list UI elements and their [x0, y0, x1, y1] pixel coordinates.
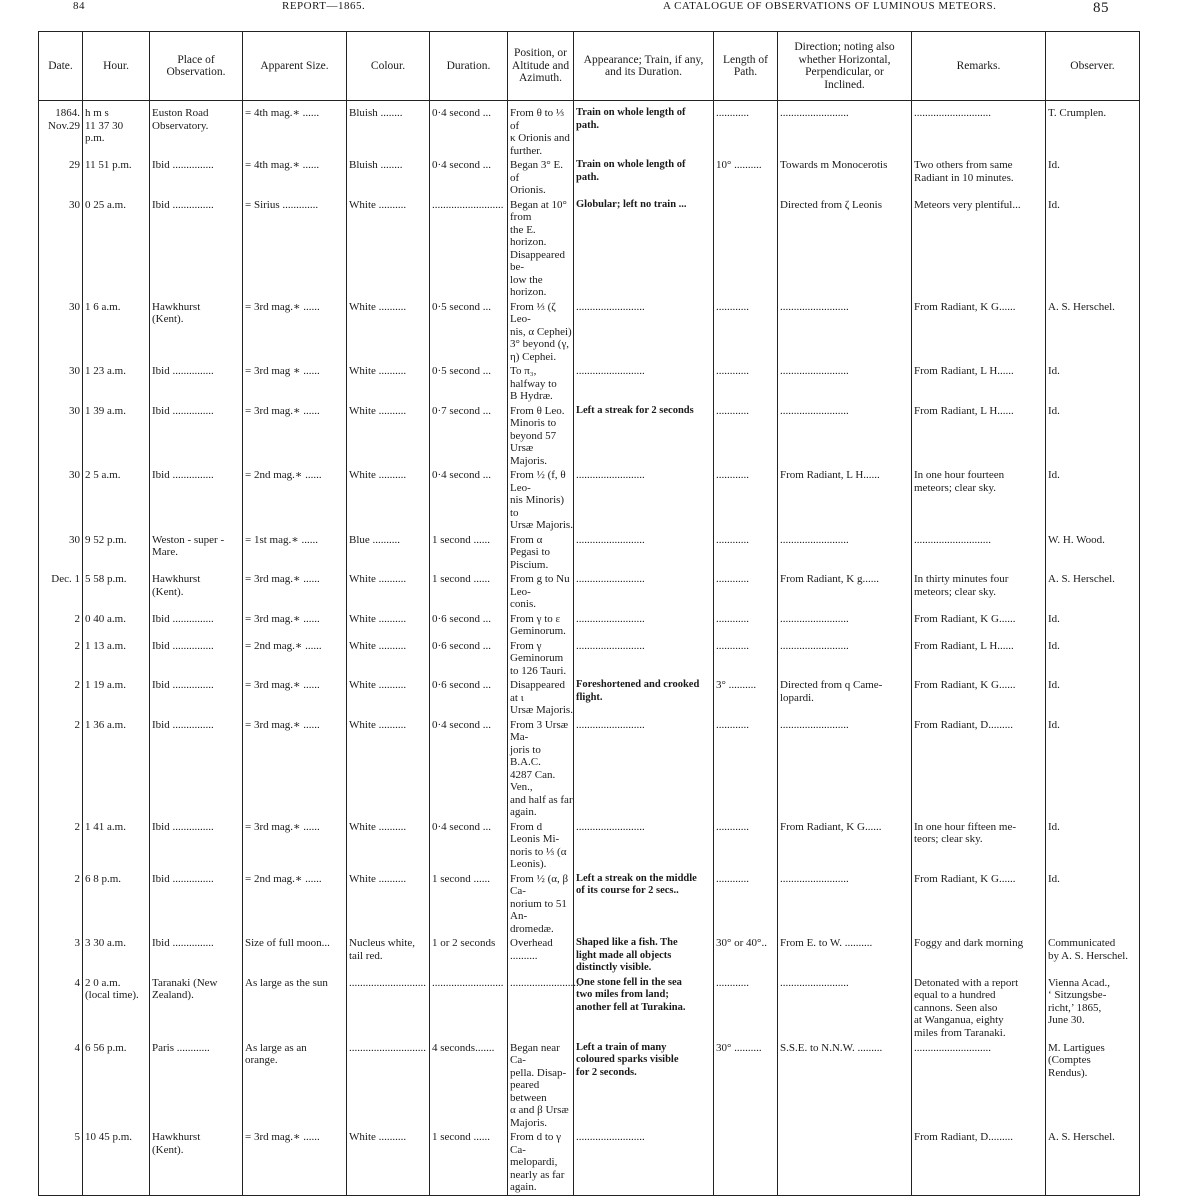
cell-position: From γ to ε Geminorum. — [508, 612, 574, 639]
cell-appearance: ......................... — [574, 572, 714, 612]
cell-colour: White .......... — [347, 678, 430, 718]
cell-path-length: ............ — [714, 533, 778, 573]
cell-colour: White .......... — [347, 1130, 430, 1195]
cell-apparent-size: = 3rd mag.∗ ...... — [243, 1130, 347, 1195]
cell-direction: ......................... — [778, 872, 912, 937]
cell-apparent-size: = 4th mag.∗ ...... — [243, 158, 347, 198]
table-row — [39, 364, 1140, 404]
cell-date: 4 — [39, 976, 83, 1041]
cell-apparent-size: = 3rd mag.∗ ...... — [243, 678, 347, 718]
cell-observer: Id. — [1046, 718, 1140, 820]
cell-hour: 0 25 a.m. — [83, 198, 150, 300]
cell-observer: Id. — [1046, 678, 1140, 718]
cell-hour: 0 40 a.m. — [83, 612, 150, 639]
cell-hour: 6 8 p.m. — [83, 872, 150, 937]
cell-hour: 9 52 p.m. — [83, 533, 150, 573]
table-row — [39, 101, 1140, 159]
right-page-number: 85 — [1093, 0, 1109, 16]
cell-place: Ibid ............... — [150, 678, 243, 718]
cell-observer: A. S. Herschel. — [1046, 1130, 1140, 1195]
cell-duration: 0·4 second ... — [430, 101, 508, 159]
meteor-catalogue-table — [38, 31, 1140, 1196]
cell-place: Ibid ............... — [150, 639, 243, 679]
cell-observer: A. S. Herschel. — [1046, 300, 1140, 365]
cell-date: 30 — [39, 300, 83, 365]
cell-direction: ......................... — [778, 404, 912, 469]
cell-place: Hawkhurst (Kent). — [150, 572, 243, 612]
cell-path-length: ............ — [714, 976, 778, 1041]
cell-remarks: From Radiant, L H...... — [912, 639, 1046, 679]
cell-duration: 1 second ...... — [430, 872, 508, 937]
cell-hour: 1 19 a.m. — [83, 678, 150, 718]
cell-colour: White .......... — [347, 198, 430, 300]
table-row — [39, 468, 1140, 533]
cell-apparent-size: = 2nd mag.∗ ...... — [243, 468, 347, 533]
cell-duration: .......................... — [430, 198, 508, 300]
cell-colour: ............................ — [347, 976, 430, 1041]
table-row — [39, 612, 1140, 639]
table-row — [39, 533, 1140, 573]
cell-hour: 2 0 a.m. (local time). — [83, 976, 150, 1041]
cell-duration: 0·5 second ... — [430, 300, 508, 365]
cell-path-length — [714, 198, 778, 300]
cell-path-length: 30° or 40°.. — [714, 936, 778, 976]
cell-remarks: Detonated with a report equal to a hundred cannons. Seen also at Wanganua, eighty miles from Taranaki. — [912, 976, 1046, 1041]
table-row — [39, 572, 1140, 612]
cell-colour: White .......... — [347, 572, 430, 612]
cell-path-length — [714, 1130, 778, 1195]
cell-colour: White .......... — [347, 404, 430, 469]
cell-colour: White .......... — [347, 718, 430, 820]
cell-hour: 10 45 p.m. — [83, 1130, 150, 1195]
cell-hour: 2 5 a.m. — [83, 468, 150, 533]
cell-duration: .......................... — [430, 976, 508, 1041]
cell-duration: 0·4 second ... — [430, 158, 508, 198]
cell-place: Ibid ............... — [150, 364, 243, 404]
cell-place: Ibid ............... — [150, 158, 243, 198]
cell-appearance: Left a streak for 2 seconds — [574, 404, 714, 469]
cell-appearance: Foreshortened and crooked flight. — [574, 678, 714, 718]
cell-appearance: ......................... — [574, 364, 714, 404]
cell-duration: 0·6 second ... — [430, 612, 508, 639]
column-header-position: Position, or Altitude and Azimuth. — [508, 32, 574, 101]
cell-appearance: ......................... — [574, 718, 714, 820]
cell-date: 30 — [39, 198, 83, 300]
cell-position: From g to Nu Leo- conis. — [508, 572, 574, 612]
cell-path-length: ............ — [714, 639, 778, 679]
cell-hour: 1 39 a.m. — [83, 404, 150, 469]
column-header-colour: Colour. — [347, 32, 430, 101]
table-row — [39, 1041, 1140, 1131]
cell-date: 2 — [39, 639, 83, 679]
cell-date: 2 — [39, 718, 83, 820]
table-row — [39, 639, 1140, 679]
column-header-remarks: Remarks. — [912, 32, 1046, 101]
cell-duration: 1 second ...... — [430, 533, 508, 573]
cell-direction: Directed from ζ Leonis — [778, 198, 912, 300]
cell-direction: ......................... — [778, 612, 912, 639]
cell-observer: Id. — [1046, 639, 1140, 679]
column-header-place: Place of Observation. — [150, 32, 243, 101]
cell-place: Euston Road Observatory. — [150, 101, 243, 159]
cell-colour: Nucleus white, tail red. — [347, 936, 430, 976]
cell-colour: White .......... — [347, 820, 430, 872]
cell-duration: 1 or 2 seconds — [430, 936, 508, 976]
cell-place: Taranaki (New Zealand). — [150, 976, 243, 1041]
column-header-row — [39, 32, 1140, 101]
cell-remarks: In thirty minutes four meteors; clear sky. — [912, 572, 1046, 612]
cell-apparent-size: = 3rd mag.∗ ...... — [243, 820, 347, 872]
cell-appearance: Shaped like a fish. The light made all objects distinctly visible. — [574, 936, 714, 976]
left-running-title: REPORT—1865. — [282, 0, 366, 12]
table-row — [39, 300, 1140, 365]
cell-place: Hawkhurst (Kent). — [150, 1130, 243, 1195]
cell-colour: ............................ — [347, 1041, 430, 1131]
cell-date: 4 — [39, 1041, 83, 1131]
cell-position: From ½ (α, β Ca- norium to 51 An- dromedæ. — [508, 872, 574, 937]
cell-apparent-size: = 4th mag.∗ ...... — [243, 101, 347, 159]
cell-hour: 1 36 a.m. — [83, 718, 150, 820]
cell-position: Began 3° E. of Orionis. — [508, 158, 574, 198]
cell-path-length: 10° .......... — [714, 158, 778, 198]
column-header-observer: Observer. — [1046, 32, 1140, 101]
column-header-appearance: Appearance; Train, if any, and its Duration. — [574, 32, 714, 101]
cell-observer: Id. — [1046, 612, 1140, 639]
cell-place: Ibid ............... — [150, 718, 243, 820]
cell-place: Ibid ............... — [150, 612, 243, 639]
cell-hour: 3 30 a.m. — [83, 936, 150, 976]
cell-hour: 6 56 p.m. — [83, 1041, 150, 1131]
cell-duration: 0·6 second ... — [430, 639, 508, 679]
cell-path-length: ............ — [714, 300, 778, 365]
cell-position: From ⅓ (ζ Leo- nis, α Cephei) 3° beyond (γ, η) Cephei. — [508, 300, 574, 365]
cell-observer: Id. — [1046, 872, 1140, 937]
cell-place: Ibid ............... — [150, 820, 243, 872]
cell-position: Disappeared at ι Ursæ Majoris. — [508, 678, 574, 718]
table-row — [39, 678, 1140, 718]
cell-appearance: Left a streak on the middle of its course for 2 secs.. — [574, 872, 714, 937]
cell-colour: White .......... — [347, 872, 430, 937]
cell-appearance: ......................... — [574, 468, 714, 533]
cell-position: From d Leonis Mi- noris to ⅓ (α Leonis). — [508, 820, 574, 872]
cell-observer: Id. — [1046, 364, 1140, 404]
cell-observer: T. Crumplen. — [1046, 101, 1140, 159]
cell-remarks: Foggy and dark morning — [912, 936, 1046, 976]
right-running-title: A CATALOGUE OF OBSERVATIONS OF LUMINOUS METEORS. — [663, 0, 997, 12]
table-row — [39, 718, 1140, 820]
cell-place: Weston - super - Mare. — [150, 533, 243, 573]
table-row — [39, 820, 1140, 872]
cell-duration: 0·6 second ... — [430, 678, 508, 718]
cell-place: Paris ............ — [150, 1041, 243, 1131]
cell-path-length: ............ — [714, 718, 778, 820]
cell-colour: Blue .......... — [347, 533, 430, 573]
cell-appearance: Train on whole length of path. — [574, 158, 714, 198]
cell-observer: W. H. Wood. — [1046, 533, 1140, 573]
cell-apparent-size: = 3rd mag.∗ ...... — [243, 572, 347, 612]
cell-colour: Bluish ........ — [347, 101, 430, 159]
cell-observer: Id. — [1046, 820, 1140, 872]
cell-place: Ibid ............... — [150, 872, 243, 937]
column-header-hour: Hour. — [83, 32, 150, 101]
cell-date: 30 — [39, 468, 83, 533]
cell-remarks: In one hour fifteen me- teors; clear sky. — [912, 820, 1046, 872]
column-header-apparent-size: Apparent Size. — [243, 32, 347, 101]
cell-hour: 1 6 a.m. — [83, 300, 150, 365]
cell-position: To π₃, halfway to B Hydræ. — [508, 364, 574, 404]
column-header-path-length: Length of Path. — [714, 32, 778, 101]
cell-path-length: ............ — [714, 404, 778, 469]
cell-colour: White .......... — [347, 468, 430, 533]
cell-path-length: ............ — [714, 572, 778, 612]
cell-path-length: ............ — [714, 364, 778, 404]
table-row — [39, 198, 1140, 300]
cell-duration: 0·7 second ... — [430, 404, 508, 469]
cell-appearance: ......................... — [574, 612, 714, 639]
cell-appearance: ......................... — [574, 639, 714, 679]
cell-apparent-size: = 2nd mag.∗ ...... — [243, 872, 347, 937]
cell-remarks: From Radiant, D......... — [912, 1130, 1046, 1195]
cell-remarks: ............................ — [912, 1041, 1046, 1131]
cell-appearance: Left a train of many coloured sparks visible for 2 seconds. — [574, 1041, 714, 1131]
cell-position: Began near Ca- pella. Disap- peared between α and β Ursæ Majoris. — [508, 1041, 574, 1131]
cell-direction: From Radiant, L H...... — [778, 468, 912, 533]
cell-path-length: 3° .......... — [714, 678, 778, 718]
table-row — [39, 404, 1140, 469]
cell-position: From θ Leo. Minoris to beyond 57 Ursæ Majoris. — [508, 404, 574, 469]
cell-remarks: ............................ — [912, 101, 1046, 159]
cell-observer: Id. — [1046, 468, 1140, 533]
column-header-direction: Direction; noting also whether Horizontal, Perpendicular, or Inclined. — [778, 32, 912, 101]
cell-duration: 0·4 second ... — [430, 820, 508, 872]
cell-position: Began at 10° from the E. horizon. Disappeared be- low the horizon. — [508, 198, 574, 300]
cell-duration: 4 seconds....... — [430, 1041, 508, 1131]
cell-remarks: From Radiant, L H...... — [912, 404, 1046, 469]
cell-path-length: ............ — [714, 468, 778, 533]
cell-direction: S.S.E. to N.N.W. ......... — [778, 1041, 912, 1131]
cell-observer: Id. — [1046, 404, 1140, 469]
cell-apparent-size: As large as the sun — [243, 976, 347, 1041]
cell-remarks: Two others from same Radiant in 10 minutes. — [912, 158, 1046, 198]
cell-apparent-size: = 3rd mag.∗ ...... — [243, 612, 347, 639]
cell-colour: Bluish ........ — [347, 158, 430, 198]
cell-direction: ......................... — [778, 639, 912, 679]
cell-direction: From E. to W. .......... — [778, 936, 912, 976]
cell-hour: 11 51 p.m. — [83, 158, 150, 198]
table-row — [39, 936, 1140, 976]
cell-direction: ......................... — [778, 533, 912, 573]
cell-colour: White .......... — [347, 639, 430, 679]
cell-remarks: From Radiant, K G...... — [912, 300, 1046, 365]
cell-observer: Id. — [1046, 158, 1140, 198]
table-row — [39, 976, 1140, 1041]
cell-duration: 0·4 second ... — [430, 718, 508, 820]
cell-direction: ......................... — [778, 976, 912, 1041]
cell-date: 2 — [39, 820, 83, 872]
cell-position: From γ Geminorum to 126 Tauri. — [508, 639, 574, 679]
cell-date: 2 — [39, 872, 83, 937]
cell-position: Overhead .......... — [508, 936, 574, 976]
cell-date: 3 — [39, 936, 83, 976]
cell-apparent-size: = 3rd mag.∗ ...... — [243, 300, 347, 365]
cell-apparent-size: = 3rd mag.∗ ...... — [243, 718, 347, 820]
cell-direction: From Radiant, K G...... — [778, 820, 912, 872]
cell-hour: 5 58 p.m. — [83, 572, 150, 612]
cell-position: From 3 Ursæ Ma- joris to B.A.C. 4287 Can. Ven., and half as far again. — [508, 718, 574, 820]
cell-hour: 1 41 a.m. — [83, 820, 150, 872]
cell-remarks: From Radiant, D......... — [912, 718, 1046, 820]
cell-apparent-size: = 3rd mag.∗ ...... — [243, 404, 347, 469]
cell-apparent-size: Size of full moon... — [243, 936, 347, 976]
table-row — [39, 872, 1140, 937]
cell-direction: ......................... — [778, 718, 912, 820]
cell-place: Ibid ............... — [150, 198, 243, 300]
cell-remarks: From Radiant, K G...... — [912, 612, 1046, 639]
cell-direction — [778, 1130, 912, 1195]
cell-direction: Directed from q Came- lopardi. — [778, 678, 912, 718]
cell-apparent-size: = Sirius ............. — [243, 198, 347, 300]
cell-date: 2 — [39, 612, 83, 639]
cell-observer: Vienna Acad., ‘ Sitzungsbe- richt,’ 1865, June 30. — [1046, 976, 1140, 1041]
cell-direction: ......................... — [778, 101, 912, 159]
cell-date: 30 — [39, 364, 83, 404]
cell-appearance: ......................... — [574, 533, 714, 573]
cell-path-length: ............ — [714, 820, 778, 872]
cell-apparent-size: = 2nd mag.∗ ...... — [243, 639, 347, 679]
cell-path-length: ............ — [714, 872, 778, 937]
cell-appearance: ......................... — [574, 820, 714, 872]
cell-observer: M. Lartigues (Comptes Rendus). — [1046, 1041, 1140, 1131]
cell-date: 1864. Nov.29 — [39, 101, 83, 159]
cell-position: .......................... — [508, 976, 574, 1041]
cell-remarks: From Radiant, K G...... — [912, 872, 1046, 937]
cell-direction: From Radiant, K g...... — [778, 572, 912, 612]
cell-remarks: ............................ — [912, 533, 1046, 573]
cell-remarks: Meteors very plentiful... — [912, 198, 1046, 300]
cell-appearance: ......................... — [574, 300, 714, 365]
cell-duration: 0·5 second ... — [430, 364, 508, 404]
cell-date: 30 — [39, 533, 83, 573]
cell-appearance: ......................... — [574, 1130, 714, 1195]
cell-duration: 1 second ...... — [430, 1130, 508, 1195]
cell-remarks: From Radiant, L H...... — [912, 364, 1046, 404]
cell-colour: White .......... — [347, 612, 430, 639]
cell-path-length: 30° .......... — [714, 1041, 778, 1131]
cell-appearance: One stone fell in the sea two miles from land; another fell at Turakina. — [574, 976, 714, 1041]
cell-place: Ibid ............... — [150, 468, 243, 533]
table-row — [39, 1130, 1140, 1195]
cell-direction: Towards m Monocerotis — [778, 158, 912, 198]
cell-position: From θ to ⅓ of κ Orionis and further. — [508, 101, 574, 159]
cell-duration: 0·4 second ... — [430, 468, 508, 533]
cell-direction: ......................... — [778, 300, 912, 365]
column-header-duration: Duration. — [430, 32, 508, 101]
cell-observer: Communicated by A. S. Herschel. — [1046, 936, 1140, 976]
cell-place: Ibid ............... — [150, 404, 243, 469]
cell-position: From d to γ Ca- melopardi, nearly as far again. — [508, 1130, 574, 1195]
left-page-number: 84 — [73, 0, 85, 12]
cell-date: 5 — [39, 1130, 83, 1195]
cell-position: From ½ (f, θ Leo- nis Minoris) to Ursæ Majoris. — [508, 468, 574, 533]
cell-appearance: Globular; left no train ... — [574, 198, 714, 300]
cell-path-length: ............ — [714, 612, 778, 639]
cell-colour: White .......... — [347, 364, 430, 404]
cell-hour: 1 13 a.m. — [83, 639, 150, 679]
cell-place: Hawkhurst (Kent). — [150, 300, 243, 365]
cell-position: From α Pegasi to Piscium. — [508, 533, 574, 573]
cell-duration: 1 second ...... — [430, 572, 508, 612]
cell-place: Ibid ............... — [150, 936, 243, 976]
table-row — [39, 158, 1140, 198]
cell-observer: A. S. Herschel. — [1046, 572, 1140, 612]
cell-path-length: ............ — [714, 101, 778, 159]
column-header-date: Date. — [39, 32, 83, 101]
cell-date: 29 — [39, 158, 83, 198]
cell-remarks: From Radiant, K G...... — [912, 678, 1046, 718]
cell-date: 2 — [39, 678, 83, 718]
cell-date: 30 — [39, 404, 83, 469]
cell-colour: White .......... — [347, 300, 430, 365]
cell-apparent-size: = 1st mag.∗ ...... — [243, 533, 347, 573]
cell-apparent-size: As large as an orange. — [243, 1041, 347, 1131]
cell-date: Dec. 1 — [39, 572, 83, 612]
cell-remarks: In one hour fourteen meteors; clear sky. — [912, 468, 1046, 533]
cell-hour: 1 23 a.m. — [83, 364, 150, 404]
cell-direction: ......................... — [778, 364, 912, 404]
cell-observer: Id. — [1046, 198, 1140, 300]
cell-apparent-size: = 3rd mag ∗ ...... — [243, 364, 347, 404]
cell-hour: h m s 11 37 30 p.m. — [83, 101, 150, 159]
cell-appearance: Train on whole length of path. — [574, 101, 714, 159]
